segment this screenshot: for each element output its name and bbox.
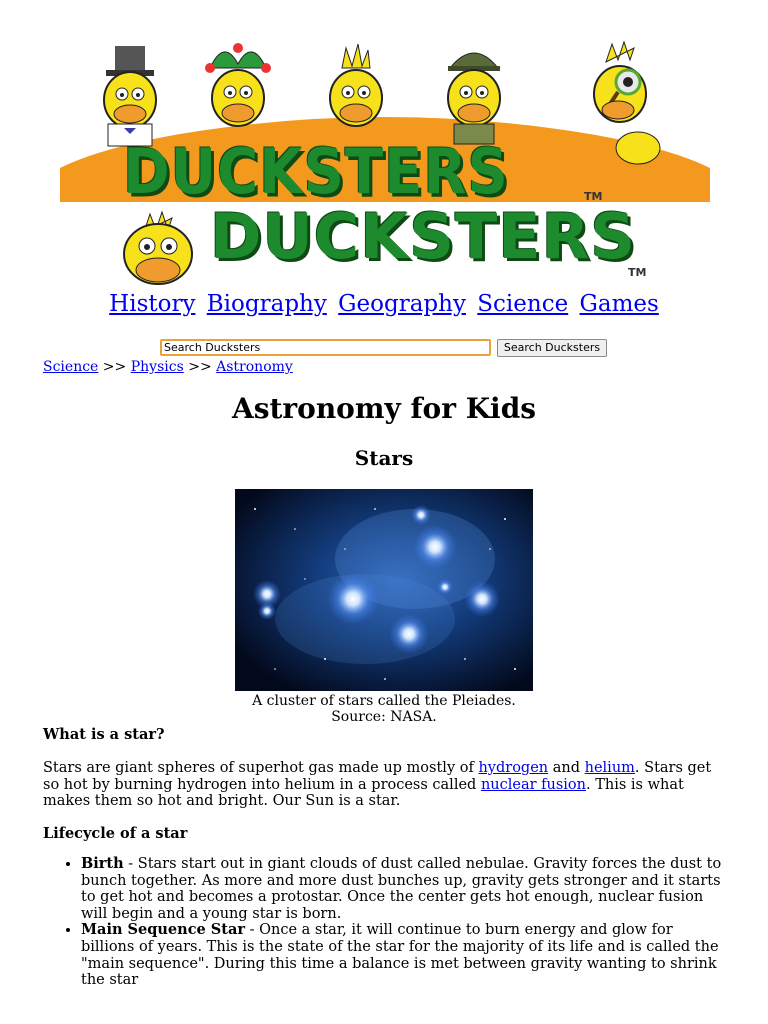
breadcrumb-link-science[interactable]: Science bbox=[43, 359, 99, 375]
main-nav bbox=[0, 291, 768, 317]
paragraph-what-is-a-star bbox=[43, 760, 728, 810]
breadcrumb-link-astronomy[interactable]: Astronomy bbox=[216, 359, 293, 375]
paragraph-text: and bbox=[548, 760, 585, 776]
list-item bbox=[81, 922, 728, 988]
trademark-label: TM bbox=[628, 266, 647, 279]
list-item bbox=[81, 856, 728, 922]
breadcrumb-separator: >> bbox=[102, 359, 127, 375]
nav-link-history[interactable]: History bbox=[109, 291, 196, 317]
nav-link-games[interactable]: Games bbox=[579, 291, 659, 317]
section-heading-what-is-a-star: What is a star? bbox=[43, 726, 165, 743]
link-helium[interactable]: helium bbox=[584, 760, 635, 776]
search-button[interactable]: Search Ducksters bbox=[497, 339, 607, 357]
page-title: Astronomy for Kids bbox=[231, 392, 537, 425]
breadcrumb-link-physics[interactable]: Physics bbox=[130, 359, 184, 375]
nav-link-biography[interactable]: Biography bbox=[206, 291, 327, 317]
logo-text: DUCKSTERS bbox=[210, 200, 637, 273]
list-item-term: Main Sequence Star bbox=[81, 921, 245, 939]
breadcrumb-separator: >> bbox=[188, 359, 212, 375]
breadcrumb bbox=[43, 359, 293, 375]
list-item-text: - Stars start out in giant clouds of dust called nebulae. Gravity forces the dust to bunch together. As more and more dust bunches up, gravity gets stronger and it starts to get hot and becomes a protostar. Once the center gets hot enough, nuclear fusion will begin and a young star is born. bbox=[81, 856, 722, 922]
image-caption bbox=[0, 693, 768, 725]
section-heading-lifecycle: Lifecycle of a star bbox=[43, 825, 188, 842]
paragraph-text: . Stars get so hot by burning hydrogen into helium in a process called bbox=[43, 760, 712, 793]
trademark-label: TM bbox=[584, 190, 603, 203]
list-item-text: - Once a star, it will continue to burn energy and glow for billions of years. This is the state of the star for the majority of its life and is called the "main sequence". During this time a balance is met between gravity wanting to shrink the star bbox=[81, 922, 719, 989]
lifecycle-list bbox=[43, 856, 728, 989]
paragraph-text: . This is what makes them so hot and bright. Our Sun is a star. bbox=[43, 776, 684, 810]
list-item-term: Birth bbox=[81, 855, 124, 872]
caption-source: Source: NASA. bbox=[331, 709, 437, 725]
banner-logo-text: DUCKSTERS bbox=[123, 136, 509, 209]
nav-link-science[interactable]: Science bbox=[477, 291, 569, 317]
pleiades-star-cluster-image bbox=[235, 489, 533, 691]
link-nuclear-fusion[interactable]: nuclear fusion bbox=[480, 776, 586, 793]
page-subtitle: Stars bbox=[354, 446, 414, 470]
paragraph-text: Stars are giant spheres of superhot gas made up mostly of bbox=[43, 760, 479, 776]
search-input[interactable] bbox=[160, 339, 491, 356]
link-hydrogen[interactable]: hydrogen bbox=[478, 760, 549, 776]
nav-link-geography[interactable]: Geography bbox=[338, 291, 466, 317]
caption-line: A cluster of stars called the Pleiades. bbox=[252, 693, 516, 709]
